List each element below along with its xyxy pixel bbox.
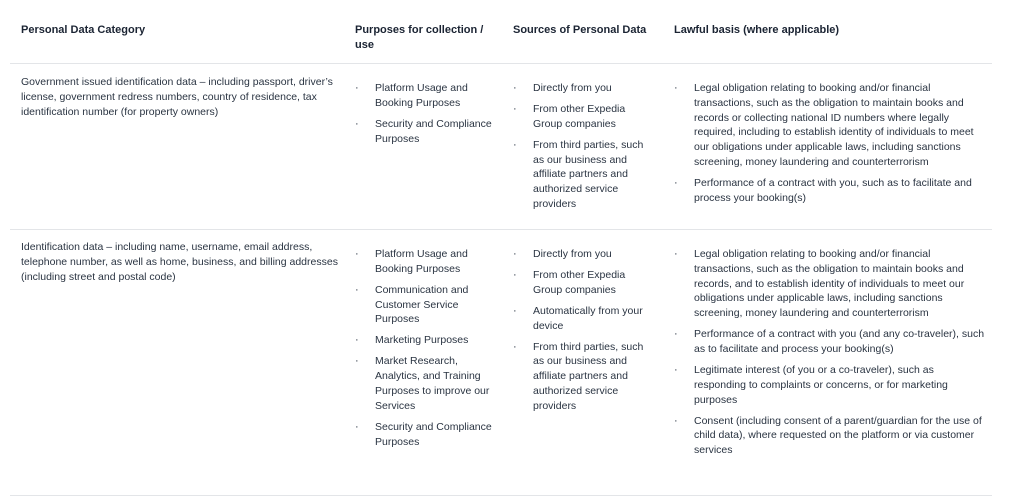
list-item: · Legitimate interest (of you or a co-traveler), such as responding to complaints or concerns, or for marketing purposes [674,363,948,406]
list-item: · Directly from you [513,248,612,260]
row-1-lawful-list [674,81,986,212]
row-2-lawful-list [674,247,986,464]
list-item: · Performance of a contract with you (and any co-traveler), such as to facilitate and process your booking(s) [674,328,985,355]
list-item: · Market Research, Analytics, and Training Purposes to improve our Services [355,355,490,412]
row-2-purposes-list [355,247,495,456]
header-sources: Sources of Personal Data [513,24,647,36]
list-item: · From third parties, such as our business and affiliate partners and authorized service providers [513,340,644,412]
list-item: · Security and Compliance Purposes [355,117,492,145]
header-lawful-basis: Lawful basis (where applicable) [674,24,840,36]
row-divider [10,495,992,496]
list-item: · Directly from you [513,82,612,94]
row-divider [10,229,992,230]
row-2-category: Identification data – including name, username, email address, telephone number, as well as home, business, and billing addresses (including street and postal code) [21,241,338,283]
list-item: · Communication and Customer Service Purposes [355,283,469,326]
list-item: · From other Expedia Group companies [513,102,626,130]
list-item: · Security and Compliance Purposes [355,420,492,448]
list-item: · Platform Usage and Booking Purposes [355,82,468,109]
header-purposes: Purposes for collection / use [355,24,484,51]
list-item: · Legal obligation relating to booking and/or financial transactions, such as the obligation to maintain books and records or collecting national ID numbers where legally required, including to establish identity of individuals to meet our obligations under applicable laws, including sanctions screening, money laundering and counterterrorism [674,82,974,168]
row-2-sources-list [513,247,655,420]
list-item: · Legal obligation relating to booking and/or financial transactions, such as the obligation to maintain books and records, and to establish identity of individuals to meet our obligations under applicable laws, including sanctions screening, money laundering and counterterrorism [674,248,965,320]
list-item: · Performance of a contract with you, such as to facilitate and process your booking(s) [674,176,972,204]
header-divider [10,63,992,64]
row-1-category: Government issued identification data – including passport, driver’s license, government redress numbers, country of residence, tax identification number (for property owners) [21,76,333,118]
list-item: · Consent (including consent of a parent/guardian for the use of child data), where requested on the platform or via customer services [674,414,982,457]
header-category: Personal Data Category [21,24,146,36]
list-item: · From third parties, such as our business and affiliate partners and authorized service providers [513,138,644,210]
list-item: · From other Expedia Group companies [513,268,626,296]
list-item: · Platform Usage and Booking Purposes [355,248,468,275]
row-1-sources-list [513,81,655,218]
list-item: · Marketing Purposes [355,334,469,347]
row-1-purposes-list [355,81,495,153]
list-item: · Automatically from your device [513,304,643,332]
